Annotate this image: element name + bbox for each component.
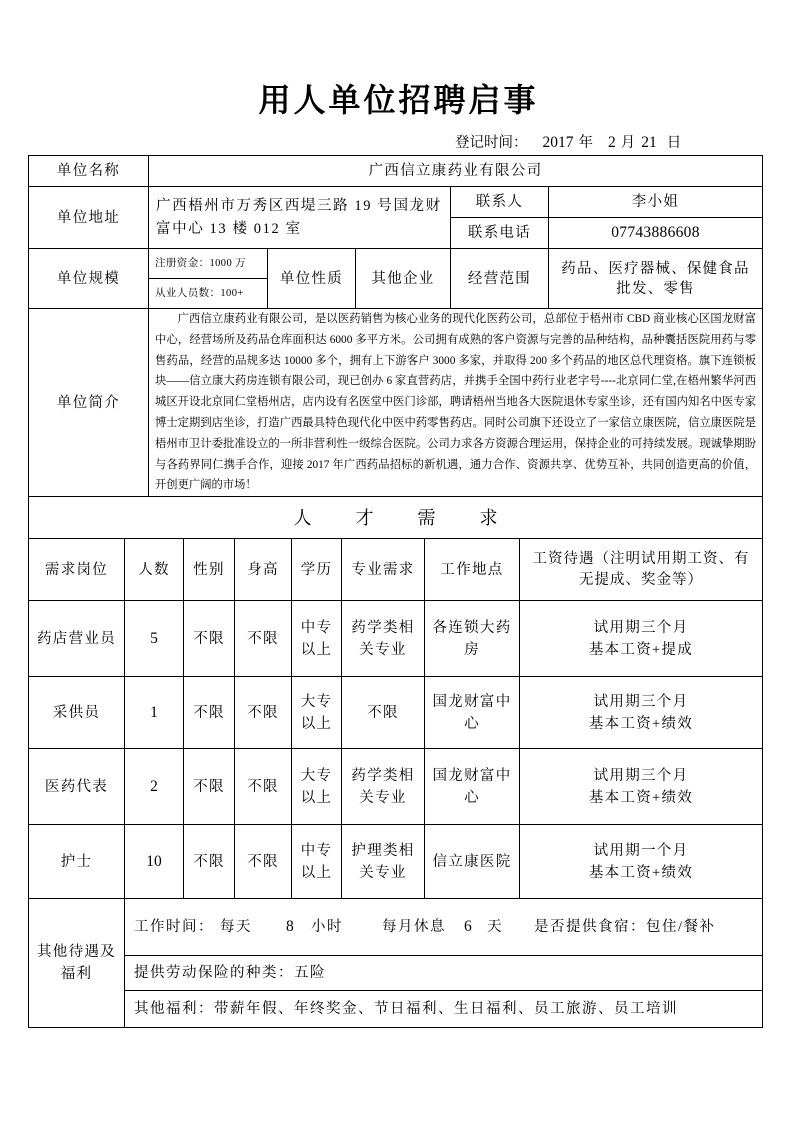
position-count: 5: [125, 601, 184, 677]
employee-count: 从业人员数：100+: [149, 279, 268, 309]
company-address: 广西梧州市万秀区西堤三路 19 号国龙财富中心 13 楼 012 室: [149, 187, 451, 249]
work-time-cell: [125, 899, 763, 956]
header-education: 学历: [292, 539, 342, 601]
work-time-row: [29, 899, 763, 956]
monthly-rest-days: 6: [464, 918, 472, 936]
contact-person: 李小姐: [549, 187, 763, 218]
intro-row: [29, 309, 763, 497]
position-count: 2: [125, 749, 184, 825]
table-row: [29, 749, 763, 825]
position-count: 1: [125, 677, 184, 749]
position-probation: 试用期三个月: [593, 767, 689, 784]
header-major: 专业需求: [342, 539, 425, 601]
position-salary: [520, 677, 763, 749]
insurance-types: 提供劳动保险的种类：五险: [125, 956, 763, 991]
position-pay: 基本工资+绩效: [588, 715, 694, 732]
position-location: 国龙财富中心: [425, 749, 520, 825]
position-gender: 不限: [184, 677, 235, 749]
contact-label: 联系人: [451, 187, 549, 218]
company-nature: 其他企业: [356, 249, 451, 309]
position-count: 10: [125, 825, 184, 899]
scale-label: 单位规模: [29, 249, 149, 309]
per-day-label: 每天: [220, 919, 252, 936]
work-time-label: 工作时间：: [134, 919, 214, 936]
position-location: 国龙财富中心: [425, 677, 520, 749]
address-contact-row: [29, 187, 763, 218]
registration-label: 登记时间：: [455, 135, 528, 151]
section-title: 人才需求: [29, 497, 763, 539]
position-gender: 不限: [184, 749, 235, 825]
position-probation: 试用期一个月: [593, 842, 689, 859]
position-salary: [520, 601, 763, 677]
hours-unit: 小时: [311, 919, 343, 936]
position-major: 药学类相关专业: [342, 601, 425, 677]
table-row: [29, 677, 763, 749]
company-intro: 广西信立康药业有限公司，是以医药销售为核心业务的现代化医药公司，总部位于梧州市 CBD 商业核心区国龙财富中心，经营场所及药品仓库面积达 6000 多平方米。公司拥有成熟的客户资源与完善的品种结构，品种囊括医院用药与零售药品，经营的品规多达 10000 多个，拥有上下游客户 3000 多家，并取得 200 多个药品的地区总代理资格。旗下连锁板块——信立康大药房连锁有限公司，现已创办 6 家直营药店，并携手全国中药行业老字号----北京同仁堂,在梧州繁华河西城区开设北京同仁堂梧州店，店内设有名医堂中医门诊部，聘请梧州当地各大医院退休专家坐诊，还有国内知名中医专家博士定期到店坐诊，打造广西最具特色现代化中医中药零售药店。同时公司旗下还设立了一家信立康医院，信立康医院是梧州市卫计委批准设立的一所非营利性一级综合医院。公司力求各方资源合理运用，保持企业的可持续发展。现诚挚期盼与各药界同仁携手合作，迎接 2017 年广西药品招标的新机遇，通力合作、资源共享、优势互补，共同创造更高的价值，开创更广阔的市场！: [155, 313, 757, 492]
business-scope: 药品、医疗器械、保健食品批发、零售: [549, 249, 763, 309]
position-gender: 不限: [184, 825, 235, 899]
position-height: 不限: [235, 601, 292, 677]
company-name: 广西信立康药业有限公司: [149, 156, 763, 187]
company-info-table: [28, 155, 763, 539]
header-location: 工作地点: [425, 539, 520, 601]
position-title: 医药代表: [29, 749, 125, 825]
positions-table: [28, 538, 763, 1028]
company-name-row: [29, 156, 763, 187]
position-location: 信立康医院: [425, 825, 520, 899]
registration-month-unit: 月: [620, 135, 636, 151]
company-name-label: 单位名称: [29, 156, 149, 187]
table-row: [29, 825, 763, 899]
recruitment-form: [28, 155, 762, 1028]
position-pay: 基本工资+提成: [588, 641, 694, 658]
position-height: 不限: [235, 677, 292, 749]
section-row: [29, 497, 763, 539]
registration-month: 2: [608, 134, 616, 151]
position-location: 各连锁大药房: [425, 601, 520, 677]
position-height: 不限: [235, 749, 292, 825]
position-title: 护士: [29, 825, 125, 899]
registered-capital: 注册资金：1000 万: [149, 249, 268, 279]
benefits-label: 其他待遇及福利: [29, 899, 125, 1028]
header-salary: 工资待遇（注明试用期工资、有无提成、奖金等）: [520, 539, 763, 601]
position-major: 不限: [342, 677, 425, 749]
header-height: 身高: [235, 539, 292, 601]
position-major: 药学类相关专业: [342, 749, 425, 825]
other-benefits: 其他福利：带薪年假、年终奖金、节日福利、生日福利、员工旅游、员工培训: [125, 991, 763, 1028]
work-time-line: [134, 916, 756, 938]
registration-day-unit: 日: [666, 135, 682, 151]
insurance-row: [29, 956, 763, 991]
position-education: 大专以上: [292, 749, 342, 825]
rest-days-unit: 天: [487, 919, 503, 936]
registration-year-unit: 年: [578, 135, 593, 151]
address-label: 单位地址: [29, 187, 149, 249]
scope-label: 经营范围: [451, 249, 549, 309]
position-height: 不限: [235, 825, 292, 899]
header-count: 人数: [125, 539, 184, 601]
registration-year: 2017: [542, 134, 574, 151]
position-probation: 试用期三个月: [593, 693, 689, 710]
position-salary: [520, 749, 763, 825]
position-title: 采供员: [29, 677, 125, 749]
registration-day: 21: [641, 134, 657, 151]
nature-label: 单位性质: [268, 249, 356, 309]
header-position: 需求岗位: [29, 539, 125, 601]
position-major: 护理类相关专业: [342, 825, 425, 899]
daily-hours: 8: [286, 918, 294, 936]
monthly-rest-label: 每月休息: [382, 919, 446, 936]
intro-cell: [149, 309, 763, 497]
phone-number: 07743886608: [549, 218, 763, 249]
position-salary: [520, 825, 763, 899]
other-benefits-row: [29, 991, 763, 1028]
phone-label: 联系电话: [451, 218, 549, 249]
position-probation: 试用期三个月: [593, 619, 689, 636]
scale-row: [29, 249, 763, 279]
header-gender: 性别: [184, 539, 235, 601]
position-education: 中专以上: [292, 601, 342, 677]
position-education: 中专以上: [292, 825, 342, 899]
position-pay: 基本工资+绩效: [588, 864, 694, 881]
table-row: [29, 601, 763, 677]
position-education: 大专以上: [292, 677, 342, 749]
board-lodging: 是否提供食宿：包住/餐补: [534, 919, 716, 936]
intro-label: 单位简介: [29, 309, 149, 497]
position-title: 药店营业员: [29, 601, 125, 677]
table-header-row: [29, 539, 763, 601]
position-gender: 不限: [184, 601, 235, 677]
registration-date: [455, 133, 681, 153]
document-title: 用人单位招聘启事: [258, 82, 539, 118]
position-pay: 基本工资+绩效: [588, 789, 694, 806]
